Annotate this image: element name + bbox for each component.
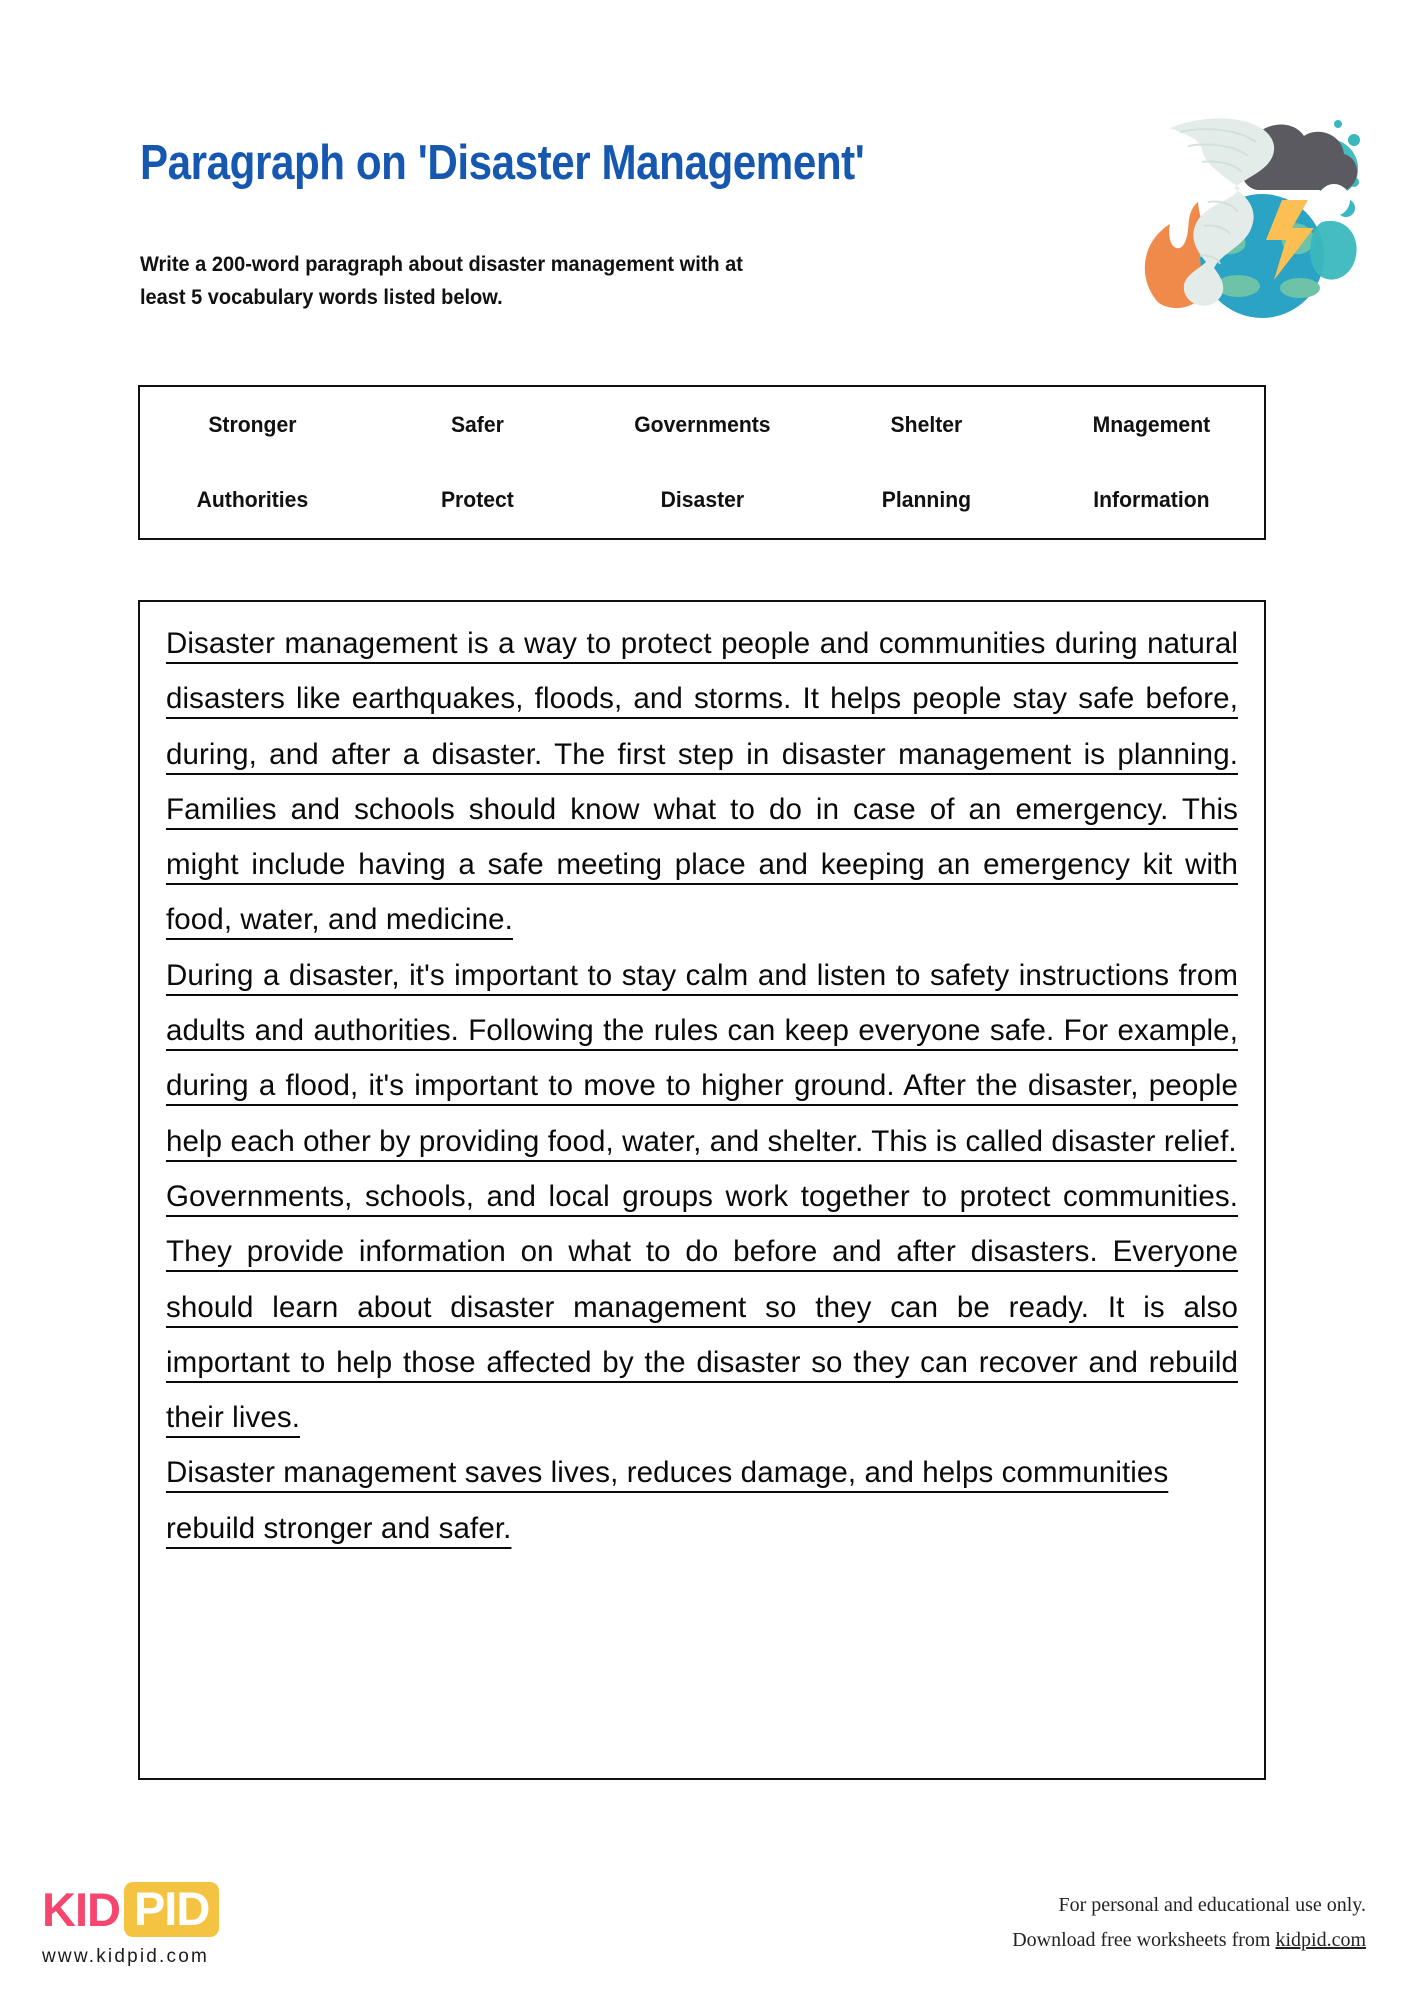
vocabulary-word: Planning [882, 487, 972, 513]
disaster-illustration [1122, 104, 1362, 319]
vocabulary-word: Governments [633, 411, 771, 437]
worksheet-header [0, 0, 1414, 360]
logo-kid-text: KID [42, 1883, 120, 1936]
answer-box[interactable] [138, 600, 1266, 1780]
footer-note-line-2 [1012, 1923, 1366, 1958]
logo-url: www.kidpid.com [42, 1946, 210, 1967]
page-footer [0, 1860, 1414, 2000]
footer-note [1012, 1888, 1366, 1958]
vocabulary-word: Stronger [208, 411, 297, 437]
footer-note-prefix: Download free worksheets from [1012, 1929, 1276, 1951]
answer-paragraph: Governments, schools, and local groups work together to protect communities. They provide information on what to do before and after disasters. Everyone should learn about disaster management so they can be ready. It is also important to help those affected by the disaster so they can recover and rebuild their lives. [166, 1179, 1238, 1435]
vocabulary-word: Disaster [660, 487, 744, 513]
vocabulary-row-2 [140, 463, 1264, 539]
kidpid-logo [42, 1882, 219, 1968]
vocabulary-word: Information [1093, 487, 1210, 513]
answer-paragraph: During a disaster, it's important to stay calm and listen to safety instructions from adults and authorities. Following the rules can keep everyone safe. For example, during a flood, it's important to move to higher ground. After the disaster, people help each other by providing food, water, and shelter. This is called disaster relief. [166, 958, 1238, 1158]
vocabulary-row-1 [140, 387, 1264, 463]
kidpid-link[interactable]: kidpid.com [1275, 1929, 1366, 1951]
answer-paragraph: Disaster management is a way to protect people and communities during natural disasters like earthquakes, floods, and storms. It helps people stay safe before, during, and after a disaster. The first step in disaster management is planning. Families and schools should know what to do in case of an emergency. This might include having a safe meeting place and keeping an emergency kit with food, water, and medicine. [166, 627, 1238, 937]
answer-paragraph: Disaster management saves lives, reduces damage, and helps communities rebuild stronger and safer. [166, 1456, 1169, 1545]
footer-note-line-1: For personal and educational use only. [1058, 1894, 1366, 1916]
vocabulary-box [138, 385, 1266, 540]
vocabulary-word: Shelter [890, 411, 963, 437]
vocabulary-word: Safer [450, 411, 504, 437]
vocabulary-word: Protect [440, 487, 514, 513]
page-title: Paragraph on 'Disaster Management' [140, 136, 865, 190]
vocabulary-word: Authorities [196, 487, 309, 513]
vocabulary-word: Mnagement [1092, 411, 1211, 437]
logo-wordmark [42, 1882, 219, 1937]
logo-pid-text: PID [124, 1882, 219, 1937]
instruction-text: Write a 200-word paragraph about disaster management with at least 5 vocabulary words listed below. [140, 252, 743, 310]
